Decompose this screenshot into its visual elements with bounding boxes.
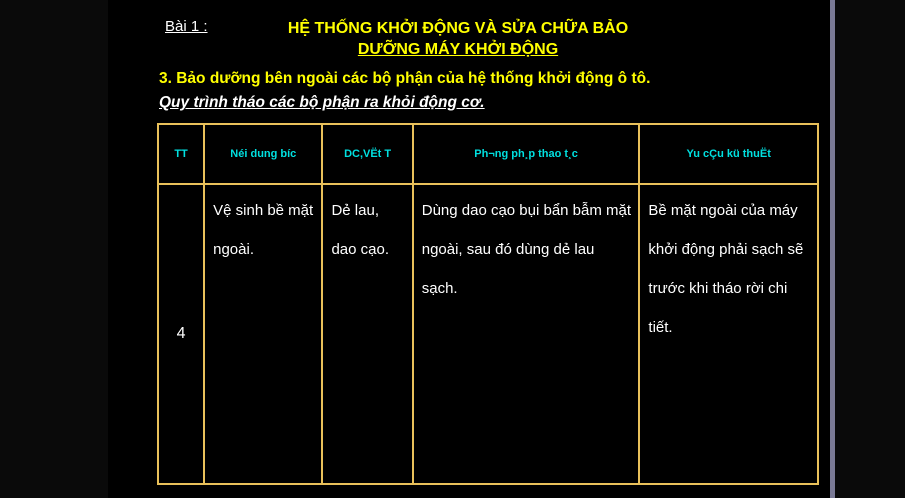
header-method: Ph¬ng ph¸p thao t¸c: [413, 124, 640, 184]
left-margin: [0, 0, 108, 498]
header-requirement: Yu cÇu kü thuËt: [639, 124, 818, 184]
slide-title-line2: DƯỠNG MÁY KHỞI ĐỘNG: [357, 41, 559, 58]
header-tools: DC,VËt T: [322, 124, 412, 184]
right-edge-strip: [830, 0, 835, 498]
cell-content: Vệ sinh bề mặt ngoài.: [204, 184, 322, 484]
slide-title: [258, 18, 658, 60]
cell-method: Dùng dao cạo bụi bẩn bẫm mặt ngoài, sau đó dùng dẻ lau sạch.: [413, 184, 640, 484]
section-heading: 3. Bảo dưỡng bên ngoài các bộ phận của hệ thống khởi động ô tô.: [159, 70, 651, 87]
procedure-heading: Quy trình tháo các bộ phận ra khỏi động cơ.: [159, 94, 485, 111]
lesson-label: Bài 1 :: [165, 18, 208, 35]
header-tt: TT: [158, 124, 204, 184]
cell-tt: 4: [158, 184, 204, 484]
slide-title-line1: HỆ THỐNG KHỞI ĐỘNG VÀ SỬA CHỮA BẢO: [287, 20, 629, 37]
table-row: [158, 184, 818, 484]
slide: [108, 0, 830, 498]
right-margin: [830, 0, 905, 498]
header-content: Néi dung bíc: [204, 124, 322, 184]
procedure-table: [157, 123, 819, 485]
cell-tools: Dẻ lau, dao cạo.: [322, 184, 412, 484]
table-header-row: [158, 124, 818, 184]
cell-requirement: Bề mặt ngoài của máy khởi động phải sạch sẽ trước khi tháo rời chi tiết.: [639, 184, 818, 484]
